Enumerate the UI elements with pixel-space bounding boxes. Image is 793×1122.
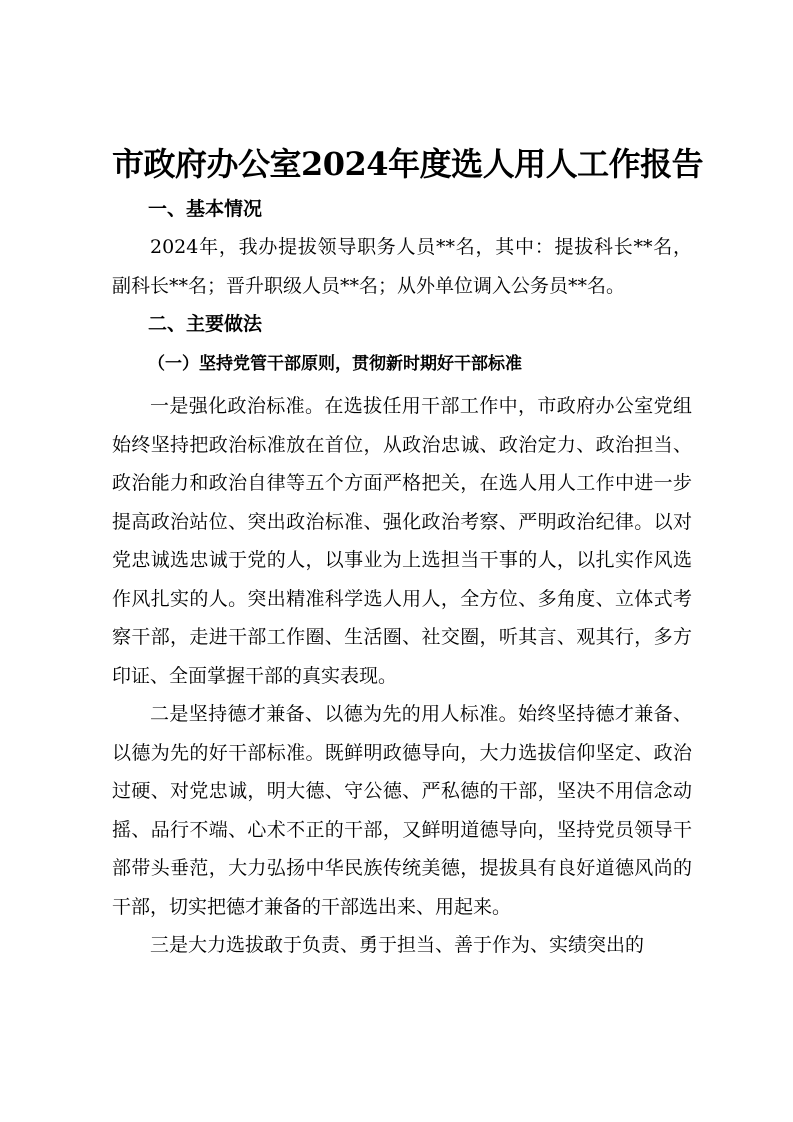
section-heading-main-practices: 二、主要做法 — [148, 313, 263, 335]
document-title: 市政府办公室2024年度选人用人工作报告 — [112, 145, 704, 183]
paragraph-virtue-and-talent: 二是坚持德才兼备、以德为先的用人标准。始终坚持德才兼备、以德为先的好干部标准。既鲜明政德导向，大力选拔信仰坚定、政治过硬、对党忠诚，明大德、守公德、严私德的干部，坚决不用信念动摇、品行不端、心术不正的干部，又鲜明道德导向，坚持党员领导干部带头垂范，大力弘扬中华民族传统美德，提拔具有良好道德风尚的干部，切实把德才兼备的干部选出来、用起来。 — [112, 703, 692, 918]
document-page — [112, 140, 704, 965]
paragraph-responsible-cadres: 三是大力选拔敢于负责、勇于担当、善于作为、实绩突出的 — [150, 934, 645, 956]
paragraph-political-standard: 一是强化政治标准。在选拔任用干部工作中，市政府办公室党组始终坚持把政治标准放在首位，从政治忠诚、政治定力、政治担当、政治能力和政治自律等五个方面严格把关，在选人用人工作中进一步提高政治站位、突出政治标准、强化政治考察、严明政治纪律。以对党忠诚选忠诚于党的人，以事业为上选担当干事的人，以扎实作风选作风扎实的人。突出精准科学选人用人，全方位、多角度、立体式考察干部，走进干部工作圈、生活圈、社交圈，听其言、观其行，多方印证、全面掌握干部的真实表现。 — [112, 395, 692, 687]
subsection-heading-party-cadre-principle: （一）坚持党管干部原则，贯彻新时期好干部标准 — [148, 354, 522, 374]
section-heading-basic-situation: 一、基本情况 — [148, 198, 263, 220]
paragraph-basic-situation: 2024年，我办提拔领导职务人员**名，其中：提拔科长**名，副科长**名；晋升职级人员**名；从外单位调入公务员**名。 — [112, 236, 692, 297]
